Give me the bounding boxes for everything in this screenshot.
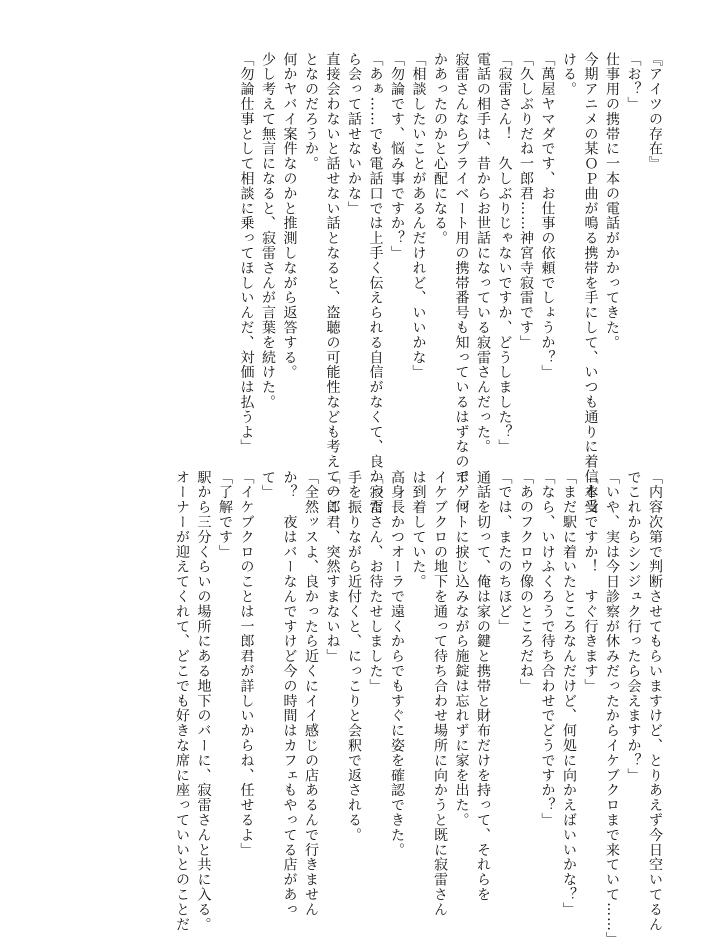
text-line: 「相談したいことがあるんだけれど、いいかな」	[410, 52, 427, 380]
text-line: ら会って話せないかな」	[346, 52, 362, 216]
text-line: 「本当ですか！ すぐ行きます」	[582, 470, 599, 694]
text-line: 今期アニメの某ＯＰ曲が鳴る携帯を手にして、いつも通りに着信を受	[582, 52, 599, 514]
text-line: 仕事用の携帯に一本の電話がかかってきた。	[604, 52, 620, 350]
text-line: 手を振りながら近付くと、にっこりと会釈で返される。	[346, 470, 362, 843]
text-line: 通話を切って、俺は家の鍵と携帯と財布だけを持って、それらを	[475, 470, 491, 903]
text-line: 「なら、いけふくろうで待ち合わせでどうですか？」	[539, 470, 556, 828]
text-line: 「あぁ……でも電話口では上手く伝えられる自信がなくて、良かった	[367, 52, 384, 514]
text-line: 「了解です」	[217, 470, 233, 560]
text-line: ポケットに捩じ込みながら施錠は忘れずに家を出た。	[453, 470, 470, 828]
text-line: オーナーが迎えてくれて、どこでも好きな席に座っていいとのことだ	[174, 470, 190, 932]
text-line: 高身長かつオーラで遠くからでもすぐに姿を確認できた。	[389, 470, 405, 858]
text-line: 直接会わないと話せない話となると、盗聴の可能性なども考えてのこ	[324, 52, 341, 514]
text-line: 寂雷さんならプライベート用の携帯番号も知っているはずなので、何	[453, 52, 470, 514]
text-line: 「あのフクロウ像のところだね」	[518, 470, 534, 694]
text-line: 「内容次第で判断させてもらいますけど、とりあえず今日空いてるん	[647, 470, 663, 932]
text-line: となのだろうか。	[303, 52, 319, 172]
text-line: 少し考えて無言になると、寂雷さんが言葉を続けた。	[260, 52, 276, 410]
text-line: 「久しぶりだね一郎君……神宮寺寂雷です」	[518, 52, 534, 350]
text-line: イケブクロの地下を通って待ち合わせ場所に向かうと既に寂雷さん	[432, 470, 448, 917]
text-line: 「イケブクロのことは一郎君が詳しいからね、任せるよ」	[238, 470, 255, 858]
text-line: 「まだ駅に着いたところなんだけど、何処に向かえばいいかな？」	[561, 470, 577, 917]
text-line: 「勿論です、悩み事ですか？」	[389, 52, 405, 261]
text-line: 「お？」	[625, 52, 642, 112]
text-line: 何かヤバイ案件なのかと推測しながら返答する。	[281, 52, 298, 380]
text-line: 「一郎君、突然すまないね」	[324, 470, 341, 664]
text-line: 「寂雷さん！ 久しぶりじゃないですか、どうしました？」	[496, 52, 513, 455]
text-line: は到着していた。	[410, 470, 427, 590]
text-line: 「寂雷さん、お待たせしました」	[367, 470, 384, 694]
text-line: ける。	[561, 52, 577, 97]
text-line: 「萬屋ヤマダです、お仕事の依頼でしょうか？」	[539, 52, 556, 380]
text-line: て」	[260, 470, 276, 500]
text-line: でこれからシンジュク行ったら会えますか？」	[625, 470, 642, 783]
text-line: 駅から三分くらいの場所にある地下のバーに、寂雷さんと共に入る。	[195, 470, 212, 932]
text-line: 「全然ッスよ、良かったら近くにイイ感じの店あるんで行きません	[303, 470, 319, 917]
lower-text-block	[171, 470, 666, 947]
text-line: 「では、またのちほど」	[496, 470, 513, 634]
text-line: か？ 夜はバーなんですけど今の時間はカフェもやってる店があっ	[281, 470, 298, 917]
text-line: 「勿論仕事として相談に乗ってほしいんだ、対価は払うよ」	[238, 52, 255, 455]
text-line: かあったのかと心配になる。	[432, 52, 448, 246]
text-line: 「いや、実は今日診察が休みだったからイケブクロまで来ていて……」	[604, 470, 620, 947]
text-line: 電話の相手は、昔からお世話になっている寂雷さんだった。	[475, 52, 491, 455]
upper-text-block	[235, 52, 665, 514]
chapter-title: 『アイツの存在』	[647, 52, 663, 172]
